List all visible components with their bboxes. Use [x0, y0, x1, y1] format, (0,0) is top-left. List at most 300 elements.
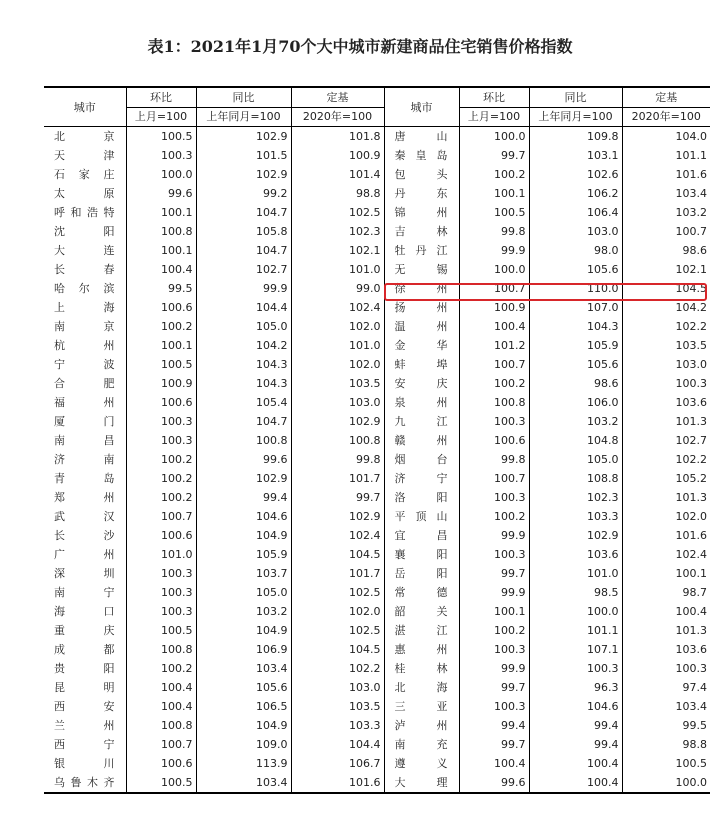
- city-name: [384, 393, 459, 412]
- fixed-value: 101.6: [622, 526, 710, 545]
- city-name-text: 南京: [54, 320, 116, 333]
- city-name: [44, 621, 126, 640]
- table-row: [44, 355, 710, 374]
- fixed-value: 101.6: [622, 165, 710, 184]
- city-name: [384, 488, 459, 507]
- city-name-text: 合肥: [54, 377, 116, 390]
- city-name: [384, 336, 459, 355]
- fixed-value: 97.4: [622, 678, 710, 697]
- yoy-value: 106.9: [196, 640, 291, 659]
- table-row: [44, 260, 710, 279]
- city-name-text: 天津: [54, 149, 116, 162]
- city-name-text: 韶关: [394, 605, 449, 618]
- city-name-text: 牡丹江: [394, 244, 449, 257]
- yoy-value: 103.2: [529, 412, 622, 431]
- yoy-value: 99.2: [196, 184, 291, 203]
- city-name: [384, 697, 459, 716]
- yoy-value: 104.3: [196, 374, 291, 393]
- yoy-value: 104.4: [196, 298, 291, 317]
- yoy-value: 105.9: [196, 545, 291, 564]
- city-name-text: 湛江: [394, 624, 449, 637]
- city-name-text: 沈阳: [54, 225, 116, 238]
- city-name: [384, 469, 459, 488]
- mom-value: 100.8: [459, 393, 529, 412]
- fixed-value: 102.7: [622, 431, 710, 450]
- fixed-value: 102.0: [622, 507, 710, 526]
- mom-value: 100.6: [126, 526, 196, 545]
- header-fixed-sub-left: 2020年=100: [291, 108, 384, 127]
- city-name: [44, 203, 126, 222]
- mom-value: 99.8: [459, 222, 529, 241]
- city-name: [384, 659, 459, 678]
- fixed-value: 105.2: [622, 469, 710, 488]
- city-name-text: 郑州: [54, 491, 116, 504]
- city-name: [44, 222, 126, 241]
- city-name-text: 北海: [394, 681, 449, 694]
- mom-value: 100.6: [126, 754, 196, 773]
- city-name-text: 惠州: [394, 643, 449, 656]
- city-name: [44, 412, 126, 431]
- city-name: [44, 773, 126, 793]
- fixed-value: 102.4: [291, 298, 384, 317]
- city-name: [384, 203, 459, 222]
- city-name: [44, 393, 126, 412]
- city-name: [44, 431, 126, 450]
- fixed-value: 100.5: [622, 754, 710, 773]
- yoy-value: 105.6: [196, 678, 291, 697]
- city-name: [384, 564, 459, 583]
- fixed-value: 101.4: [291, 165, 384, 184]
- city-name-text: 无锡: [394, 263, 449, 276]
- mom-value: 100.2: [459, 374, 529, 393]
- fixed-value: 102.5: [291, 621, 384, 640]
- header-fixed-sub-right: 2020年=100: [622, 108, 710, 127]
- mom-value: 100.3: [459, 545, 529, 564]
- city-name: [384, 412, 459, 431]
- mom-value: 100.1: [459, 184, 529, 203]
- city-name: [44, 545, 126, 564]
- mom-value: 100.0: [459, 127, 529, 147]
- header-mom-left: 环比: [126, 87, 196, 108]
- city-name: [384, 526, 459, 545]
- fixed-value: 102.4: [291, 526, 384, 545]
- city-name: [384, 621, 459, 640]
- city-name-text: 秦皇岛: [394, 149, 449, 162]
- city-name: [384, 450, 459, 469]
- mom-value: 99.6: [459, 773, 529, 793]
- fixed-value: 103.5: [291, 697, 384, 716]
- price-index-table: [44, 86, 710, 794]
- city-name-text: 兰州: [54, 719, 116, 732]
- city-name: [384, 165, 459, 184]
- table-row: [44, 621, 710, 640]
- fixed-value: 103.6: [622, 393, 710, 412]
- city-name-text: 太原: [54, 187, 116, 200]
- mom-value: 100.8: [126, 222, 196, 241]
- city-name: [384, 317, 459, 336]
- yoy-value: 102.9: [196, 165, 291, 184]
- yoy-value: 104.7: [196, 412, 291, 431]
- mom-value: 100.4: [126, 260, 196, 279]
- city-name: [44, 697, 126, 716]
- mom-value: 100.5: [126, 127, 196, 147]
- city-name-text: 南充: [394, 738, 449, 751]
- table-row: [44, 488, 710, 507]
- fixed-value: 101.3: [622, 621, 710, 640]
- fixed-value: 103.0: [291, 393, 384, 412]
- city-name-text: 哈尔滨: [54, 282, 116, 295]
- city-name-text: 武汉: [54, 510, 116, 523]
- city-name: [384, 241, 459, 260]
- fixed-value: 98.8: [291, 184, 384, 203]
- yoy-value: 100.3: [529, 659, 622, 678]
- city-name-text: 成都: [54, 643, 116, 656]
- city-name-text: 济宁: [394, 472, 449, 485]
- yoy-value: 104.3: [196, 355, 291, 374]
- city-name-text: 襄阳: [394, 548, 449, 561]
- fixed-value: 102.9: [291, 507, 384, 526]
- yoy-value: 104.9: [196, 716, 291, 735]
- yoy-value: 106.2: [529, 184, 622, 203]
- fixed-value: 101.7: [291, 564, 384, 583]
- yoy-value: 109.8: [529, 127, 622, 147]
- city-name: [44, 374, 126, 393]
- fixed-value: 102.2: [291, 659, 384, 678]
- city-name: [44, 260, 126, 279]
- city-name-text: 南宁: [54, 586, 116, 599]
- city-name: [384, 602, 459, 621]
- header-city-left: 城市: [44, 87, 126, 127]
- city-name: [44, 602, 126, 621]
- fixed-value: 102.1: [291, 241, 384, 260]
- fixed-value: 103.0: [622, 355, 710, 374]
- city-name-text: 南昌: [54, 434, 116, 447]
- fixed-value: 98.8: [622, 735, 710, 754]
- city-name-text: 海口: [54, 605, 116, 618]
- table-row: [44, 279, 710, 298]
- fixed-value: 103.2: [622, 203, 710, 222]
- mom-value: 99.6: [126, 184, 196, 203]
- yoy-value: 105.6: [529, 260, 622, 279]
- city-name-text: 宁波: [54, 358, 116, 371]
- fixed-value: 101.1: [622, 146, 710, 165]
- city-name-text: 泸州: [394, 719, 449, 732]
- city-name-text: 济南: [54, 453, 116, 466]
- yoy-value: 99.9: [196, 279, 291, 298]
- fixed-value: 100.0: [622, 773, 710, 793]
- city-name-text: 安庆: [394, 377, 449, 390]
- fixed-value: 101.6: [291, 773, 384, 793]
- yoy-value: 102.9: [196, 127, 291, 147]
- table-row: [44, 317, 710, 336]
- mom-value: 99.7: [459, 564, 529, 583]
- city-name-text: 长沙: [54, 529, 116, 542]
- city-name: [44, 735, 126, 754]
- city-name-text: 银川: [54, 757, 116, 770]
- mom-value: 100.3: [459, 697, 529, 716]
- yoy-value: 103.4: [196, 773, 291, 793]
- mom-value: 100.3: [126, 564, 196, 583]
- fixed-value: 103.3: [291, 716, 384, 735]
- mom-value: 100.1: [126, 241, 196, 260]
- table-row: [44, 678, 710, 697]
- table-row: [44, 374, 710, 393]
- yoy-value: 103.1: [529, 146, 622, 165]
- fixed-value: 103.4: [622, 184, 710, 203]
- city-name: [384, 773, 459, 793]
- fixed-value: 102.4: [622, 545, 710, 564]
- mom-value: 99.8: [459, 450, 529, 469]
- mom-value: 100.2: [459, 621, 529, 640]
- yoy-value: 98.5: [529, 583, 622, 602]
- city-name: [384, 374, 459, 393]
- city-name-text: 扬州: [394, 301, 449, 314]
- fixed-value: 103.5: [622, 336, 710, 355]
- yoy-value: 96.3: [529, 678, 622, 697]
- yoy-value: 102.9: [529, 526, 622, 545]
- yoy-value: 100.0: [529, 602, 622, 621]
- mom-value: 100.2: [126, 450, 196, 469]
- table-row: [44, 393, 710, 412]
- city-name-text: 昆明: [54, 681, 116, 694]
- table-row: [44, 697, 710, 716]
- city-name: [44, 583, 126, 602]
- city-name: [44, 564, 126, 583]
- city-name: [384, 735, 459, 754]
- city-name: [384, 545, 459, 564]
- table-row: [44, 773, 710, 793]
- yoy-value: 105.8: [196, 222, 291, 241]
- yoy-value: 100.4: [529, 773, 622, 793]
- city-name-text: 唐山: [394, 130, 449, 143]
- city-name-text: 呼和浩特: [54, 206, 116, 219]
- city-name: [44, 336, 126, 355]
- table-row: [44, 526, 710, 545]
- yoy-value: 107.1: [529, 640, 622, 659]
- table-row: [44, 716, 710, 735]
- city-name: [44, 317, 126, 336]
- table-row: [44, 336, 710, 355]
- fixed-value: 103.0: [291, 678, 384, 697]
- city-name: [44, 279, 126, 298]
- mom-value: 101.2: [459, 336, 529, 355]
- table-row: [44, 735, 710, 754]
- city-name-text: 乌鲁木齐: [54, 776, 116, 789]
- city-name: [384, 127, 459, 147]
- fixed-value: 101.3: [622, 412, 710, 431]
- mom-value: 100.9: [459, 298, 529, 317]
- mom-value: 99.7: [459, 678, 529, 697]
- yoy-value: 104.6: [196, 507, 291, 526]
- yoy-value: 103.4: [196, 659, 291, 678]
- city-name: [44, 127, 126, 147]
- city-name-text: 烟台: [394, 453, 449, 466]
- city-name-text: 广州: [54, 548, 116, 561]
- yoy-value: 107.0: [529, 298, 622, 317]
- city-name-text: 大理: [394, 776, 449, 789]
- city-name-text: 岳阳: [394, 567, 449, 580]
- mom-value: 100.3: [126, 431, 196, 450]
- table-row: [44, 469, 710, 488]
- mom-value: 99.4: [459, 716, 529, 735]
- mom-value: 100.1: [459, 602, 529, 621]
- table-row: [44, 545, 710, 564]
- fixed-value: 102.2: [622, 317, 710, 336]
- city-name: [44, 355, 126, 374]
- city-name-text: 西宁: [54, 738, 116, 751]
- yoy-value: 105.4: [196, 393, 291, 412]
- city-name: [44, 507, 126, 526]
- yoy-value: 105.9: [529, 336, 622, 355]
- yoy-value: 103.0: [529, 222, 622, 241]
- yoy-value: 105.6: [529, 355, 622, 374]
- fixed-value: 101.0: [291, 260, 384, 279]
- table-row: [44, 659, 710, 678]
- city-name-text: 吉林: [394, 225, 449, 238]
- city-name-text: 温州: [394, 320, 449, 333]
- yoy-value: 104.9: [196, 526, 291, 545]
- city-name-text: 九江: [394, 415, 449, 428]
- table-title: 表1：2021年1月70个大中城市新建商品住宅销售价格指数: [147, 37, 573, 56]
- table-row: [44, 412, 710, 431]
- yoy-value: 113.9: [196, 754, 291, 773]
- city-name: [384, 640, 459, 659]
- fixed-value: 103.4: [622, 697, 710, 716]
- mom-value: 100.7: [459, 279, 529, 298]
- table-row: [44, 564, 710, 583]
- fixed-value: 99.8: [291, 450, 384, 469]
- table-row: [44, 640, 710, 659]
- yoy-value: 102.7: [196, 260, 291, 279]
- yoy-value: 100.4: [529, 754, 622, 773]
- mom-value: 100.1: [126, 336, 196, 355]
- city-name-text: 三亚: [394, 700, 449, 713]
- mom-value: 100.3: [126, 583, 196, 602]
- yoy-value: 98.0: [529, 241, 622, 260]
- fixed-value: 102.2: [622, 450, 710, 469]
- mom-value: 100.5: [126, 355, 196, 374]
- city-name: [384, 146, 459, 165]
- city-name: [384, 583, 459, 602]
- city-name: [44, 659, 126, 678]
- yoy-value: 104.2: [196, 336, 291, 355]
- header-mom-sub-right: 上月=100: [459, 108, 529, 127]
- yoy-value: 99.4: [196, 488, 291, 507]
- city-name-text: 北京: [54, 130, 116, 143]
- fixed-value: 100.3: [622, 659, 710, 678]
- header-yoy-left: 同比: [196, 87, 291, 108]
- mom-value: 100.3: [459, 412, 529, 431]
- header-yoy-sub-left: 上年同月=100: [196, 108, 291, 127]
- city-name-text: 青岛: [54, 472, 116, 485]
- table-row: [44, 754, 710, 773]
- city-name-text: 大连: [54, 244, 116, 257]
- yoy-value: 102.9: [196, 469, 291, 488]
- fixed-value: 102.0: [291, 317, 384, 336]
- yoy-value: 104.8: [529, 431, 622, 450]
- yoy-value: 104.9: [196, 621, 291, 640]
- yoy-value: 109.0: [196, 735, 291, 754]
- fixed-value: 98.6: [622, 241, 710, 260]
- yoy-value: 104.7: [196, 241, 291, 260]
- yoy-value: 98.6: [529, 374, 622, 393]
- yoy-value: 104.6: [529, 697, 622, 716]
- fixed-value: 103.5: [291, 374, 384, 393]
- header-fixed-right: 定基: [622, 87, 710, 108]
- mom-value: 100.3: [126, 412, 196, 431]
- city-name-text: 杭州: [54, 339, 116, 352]
- table-row: [44, 507, 710, 526]
- city-name-text: 福州: [54, 396, 116, 409]
- mom-value: 99.7: [459, 146, 529, 165]
- city-name-text: 深圳: [54, 567, 116, 580]
- fixed-value: 104.5: [622, 279, 710, 298]
- mom-value: 100.2: [459, 165, 529, 184]
- city-name-text: 贵阳: [54, 662, 116, 675]
- city-name-text: 赣州: [394, 434, 449, 447]
- city-name: [384, 507, 459, 526]
- table-row: [44, 222, 710, 241]
- city-name: [44, 469, 126, 488]
- city-name-text: 长春: [54, 263, 116, 276]
- city-name: [384, 298, 459, 317]
- mom-value: 100.5: [126, 773, 196, 793]
- city-name: [44, 678, 126, 697]
- mom-value: 100.9: [126, 374, 196, 393]
- city-name-text: 泉州: [394, 396, 449, 409]
- yoy-value: 105.0: [529, 450, 622, 469]
- yoy-value: 101.0: [529, 564, 622, 583]
- city-name: [384, 184, 459, 203]
- mom-value: 99.9: [459, 241, 529, 260]
- fixed-value: 102.5: [291, 203, 384, 222]
- mom-value: 101.0: [126, 545, 196, 564]
- mom-value: 100.4: [126, 678, 196, 697]
- mom-value: 100.2: [126, 488, 196, 507]
- city-name: [44, 488, 126, 507]
- yoy-value: 104.3: [529, 317, 622, 336]
- yoy-value: 103.7: [196, 564, 291, 583]
- mom-value: 100.2: [126, 659, 196, 678]
- table-row: [44, 203, 710, 222]
- city-name: [44, 241, 126, 260]
- table-row: [44, 450, 710, 469]
- city-name: [384, 355, 459, 374]
- city-name-text: 包头: [394, 168, 449, 181]
- city-name-text: 重庆: [54, 624, 116, 637]
- city-name: [384, 431, 459, 450]
- fixed-value: 98.7: [622, 583, 710, 602]
- city-name-text: 锦州: [394, 206, 449, 219]
- city-name: [44, 754, 126, 773]
- fixed-value: 100.9: [291, 146, 384, 165]
- city-name-text: 桂林: [394, 662, 449, 675]
- table-row: [44, 146, 710, 165]
- mom-value: 100.7: [126, 507, 196, 526]
- fixed-value: 104.2: [622, 298, 710, 317]
- mom-value: 100.8: [126, 716, 196, 735]
- fixed-value: 102.3: [291, 222, 384, 241]
- header-yoy-right: 同比: [529, 87, 622, 108]
- city-name: [44, 298, 126, 317]
- fixed-value: 99.0: [291, 279, 384, 298]
- city-name: [384, 678, 459, 697]
- yoy-value: 106.0: [529, 393, 622, 412]
- header-mom-sub-left: 上月=100: [126, 108, 196, 127]
- mom-value: 100.6: [459, 431, 529, 450]
- fixed-value: 106.7: [291, 754, 384, 773]
- mom-value: 100.0: [126, 165, 196, 184]
